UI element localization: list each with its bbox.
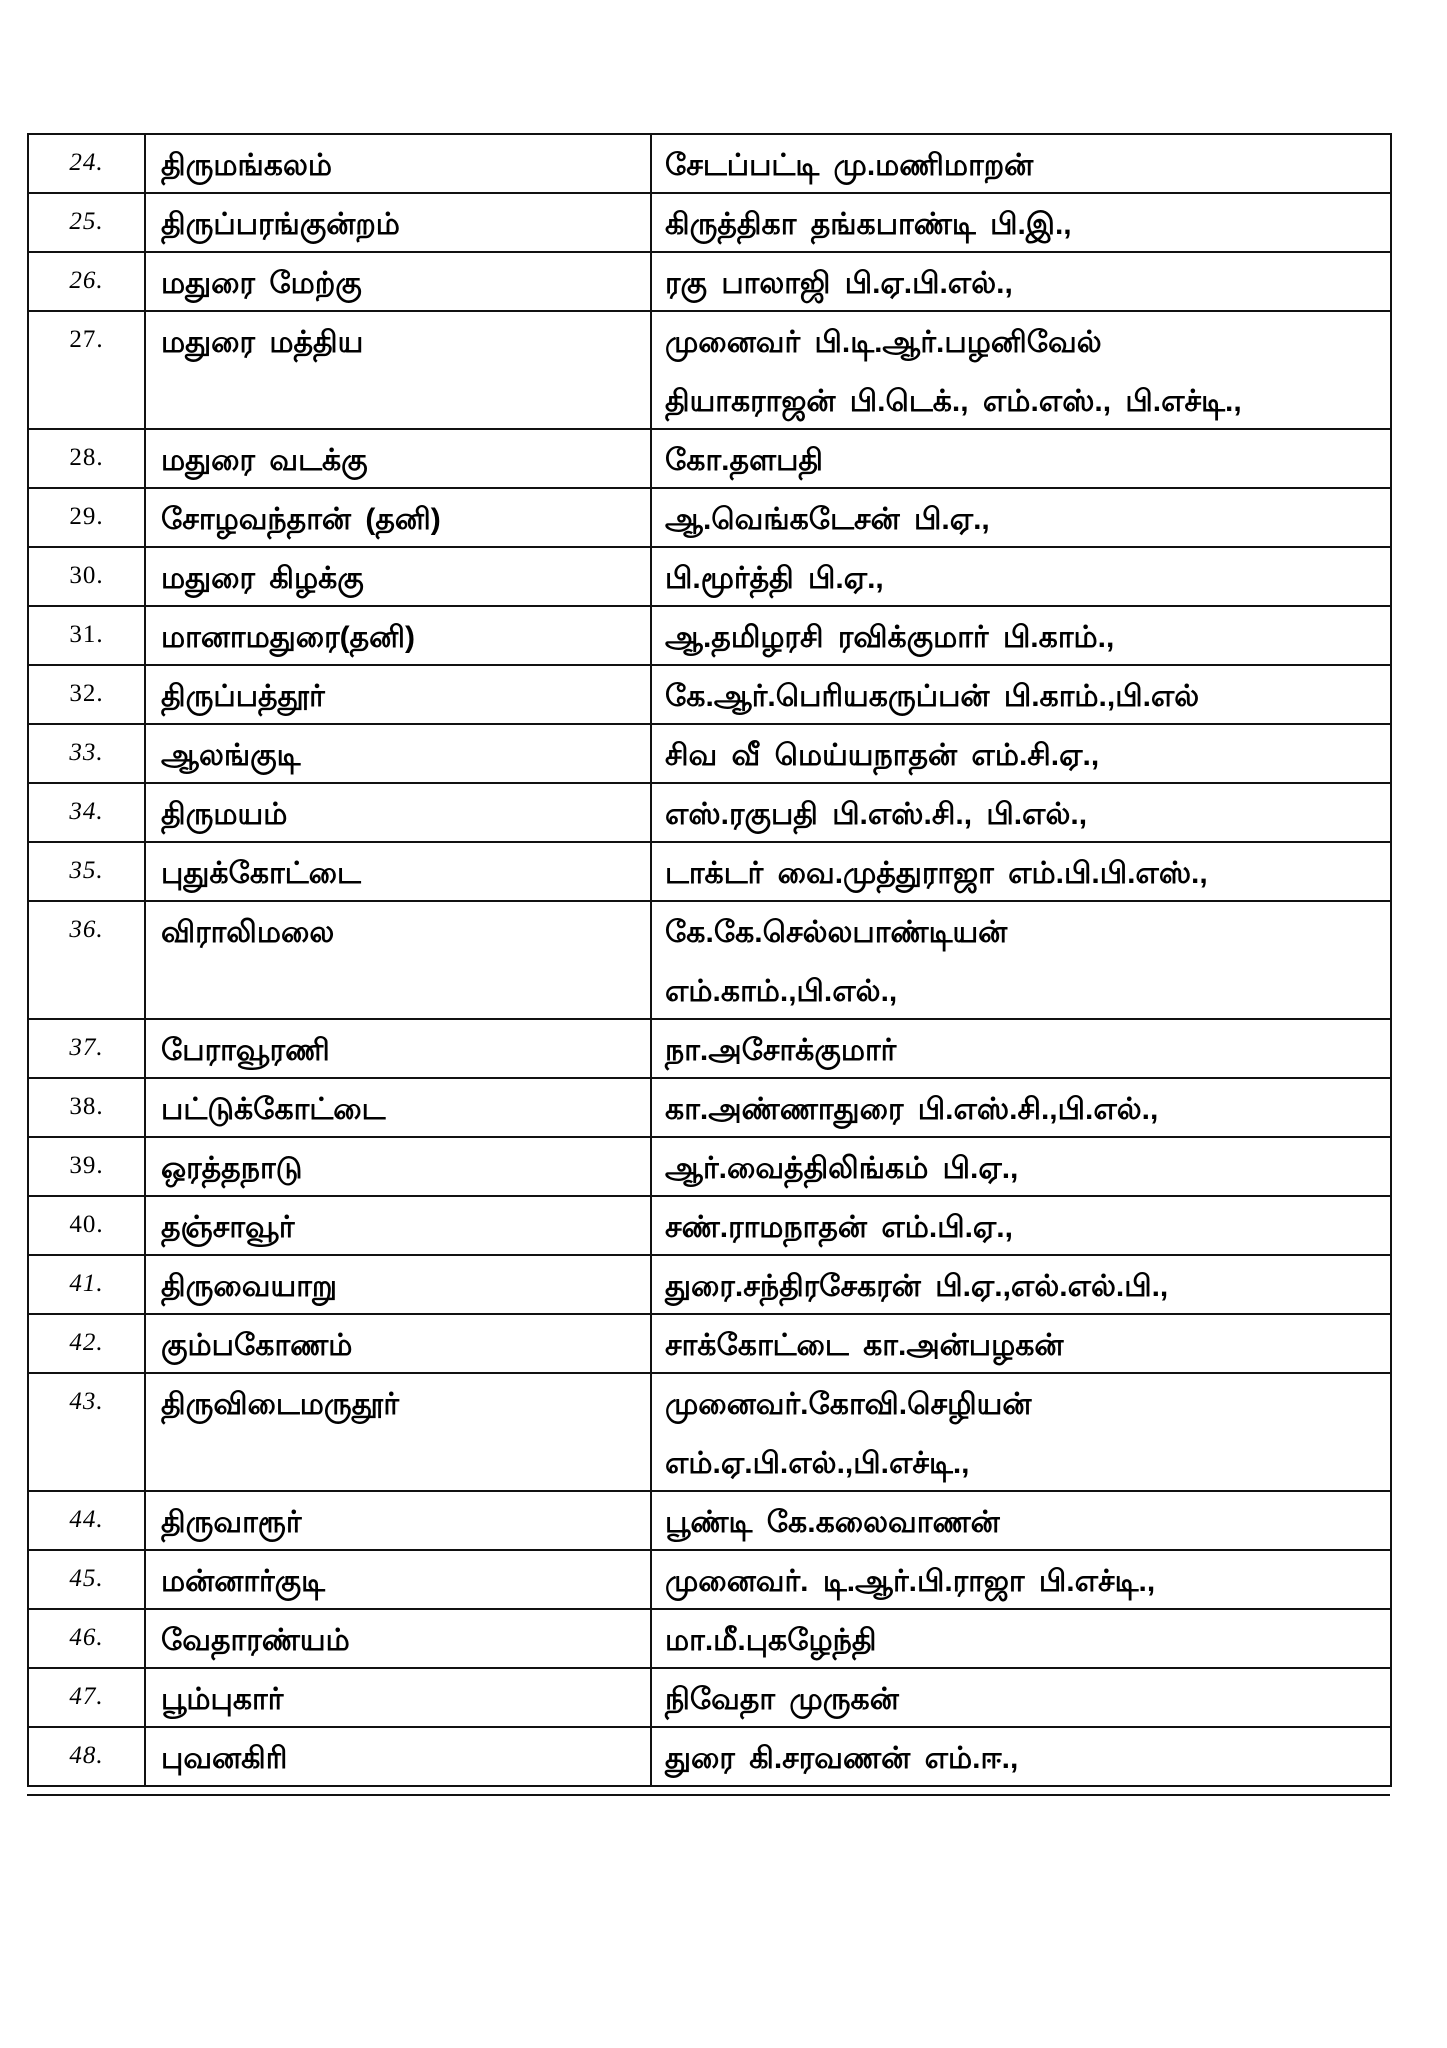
candidate-cell (651, 429, 1391, 488)
candidate-name-line-1: ஆ.வெங்கடேசன் பி.ஏ., (665, 503, 990, 536)
serial-number-cell (28, 1314, 145, 1373)
table-row (28, 1137, 1391, 1196)
constituency-name: புதுக்கோட்டை (161, 857, 361, 890)
constituency-name: விராலிமலை (161, 916, 335, 949)
constituency-name: திருப்பத்தூர் (161, 680, 325, 713)
constituency-name: மதுரை வடக்கு (161, 444, 368, 477)
candidate-cell (651, 901, 1391, 1019)
candidate-name-line-1: கிருத்திகா தங்கபாண்டி பி.இ., (665, 208, 1072, 241)
candidate-name-line-1: முனைவர் பி.டி.ஆர்.பழனிவேல் (665, 326, 1102, 359)
candidate-name-line-1: கே.கே.செல்லபாண்டியன் (665, 916, 1008, 949)
serial-number-cell (28, 1137, 145, 1196)
serial-number: 33. (69, 739, 104, 766)
serial-number-cell (28, 1019, 145, 1078)
serial-number: 36. (69, 916, 104, 943)
constituency-name: பேராவூரணி (161, 1034, 330, 1067)
serial-number-cell (28, 488, 145, 547)
table-row (28, 842, 1391, 901)
serial-number: 48. (69, 1742, 104, 1769)
table-row (28, 1314, 1391, 1373)
candidate-cell (651, 606, 1391, 665)
serial-number-cell (28, 901, 145, 1019)
serial-number-cell (28, 429, 145, 488)
serial-number-cell (28, 724, 145, 783)
constituency-candidate-table (27, 133, 1392, 1787)
table-row (28, 1609, 1391, 1668)
constituency-name: பூம்புகார் (161, 1683, 284, 1716)
serial-number: 34. (69, 798, 104, 825)
constituency-name: மதுரை கிழக்கு (161, 562, 364, 595)
serial-number-cell (28, 1196, 145, 1255)
constituency-name: சோழவந்தான் (தனி) (161, 503, 441, 536)
serial-number: 29. (69, 503, 104, 530)
table-row (28, 1019, 1391, 1078)
constituency-name: திருப்பரங்குன்றம் (161, 208, 400, 241)
table-row (28, 783, 1391, 842)
candidate-name-line-1: நா.அசோக்குமார் (665, 1034, 897, 1067)
table-row (28, 429, 1391, 488)
candidate-name-line-1: கா.அண்ணாதுரை பி.எஸ்.சி.,பி.எல்., (665, 1093, 1159, 1126)
candidate-name-line-1: கே.ஆர்.பெரியகருப்பன் பி.காம்.,பி.எல் (665, 680, 1200, 713)
constituency-cell (145, 1019, 651, 1078)
candidate-name-line-2: எம்.ஏ.பி.எல்.,பி.எச்டி., (665, 1447, 970, 1480)
serial-number: 38. (69, 1093, 104, 1120)
table-row (28, 1255, 1391, 1314)
constituency-cell (145, 429, 651, 488)
serial-number: 41. (69, 1270, 104, 1297)
constituency-cell (145, 1550, 651, 1609)
serial-number-cell (28, 1373, 145, 1491)
candidate-name-line-1: துரை.சந்திரசேகரன் பி.ஏ.,எல்.எல்.பி., (665, 1270, 1169, 1303)
table-row (28, 901, 1391, 1019)
table-row (28, 134, 1391, 193)
constituency-cell (145, 1373, 651, 1491)
candidate-cell (651, 1196, 1391, 1255)
table-row (28, 724, 1391, 783)
candidate-name-line-1: சிவ வீ மெய்யநாதன் எம்.சி.ஏ., (665, 739, 1100, 772)
constituency-cell (145, 1609, 651, 1668)
constituency-name: ஒரத்தநாடு (161, 1152, 303, 1185)
serial-number: 30. (69, 562, 104, 589)
constituency-cell (145, 1078, 651, 1137)
candidate-cell (651, 1314, 1391, 1373)
constituency-cell (145, 901, 651, 1019)
constituency-name: புவனகிரி (161, 1742, 288, 1775)
serial-number: 47. (69, 1683, 104, 1710)
serial-number-cell (28, 1550, 145, 1609)
candidate-cell (651, 1668, 1391, 1727)
constituency-cell (145, 252, 651, 311)
candidate-cell (651, 1550, 1391, 1609)
candidate-name-line-1: முனைவர். டி.ஆர்.பி.ராஜா பி.எச்டி., (665, 1565, 1156, 1598)
constituency-name: மதுரை மேற்கு (161, 267, 362, 300)
table-row (28, 547, 1391, 606)
serial-number-cell (28, 665, 145, 724)
serial-number-cell (28, 252, 145, 311)
constituency-cell (145, 1255, 651, 1314)
serial-number-cell (28, 1668, 145, 1727)
constituency-name: திருமங்கலம் (161, 149, 333, 182)
table-row (28, 252, 1391, 311)
candidate-cell (651, 783, 1391, 842)
candidate-cell (651, 1491, 1391, 1550)
constituency-name: ஆலங்குடி (161, 739, 301, 772)
serial-number: 28. (69, 444, 104, 471)
candidate-name-line-1: ஆர்.வைத்திலிங்கம் பி.ஏ., (665, 1152, 1019, 1185)
serial-number: 35. (69, 857, 104, 884)
candidate-cell (651, 488, 1391, 547)
candidate-cell (651, 134, 1391, 193)
constituency-name: திருவையாறு (161, 1270, 337, 1303)
constituency-cell (145, 1196, 651, 1255)
candidate-cell (651, 1727, 1391, 1786)
candidate-name-line-1: பி.மூர்த்தி பி.ஏ., (665, 562, 884, 595)
table-row (28, 665, 1391, 724)
serial-number-cell (28, 1491, 145, 1550)
candidate-name-line-1: டாக்டர் வை.முத்துராஜா எம்.பி.பி.எஸ்., (665, 857, 1208, 890)
candidate-cell (651, 193, 1391, 252)
candidate-cell (651, 311, 1391, 429)
serial-number: 37. (69, 1034, 104, 1061)
serial-number: 26. (69, 267, 104, 294)
table-row (28, 1196, 1391, 1255)
candidate-cell (651, 1255, 1391, 1314)
table-row (28, 1491, 1391, 1550)
serial-number-cell (28, 134, 145, 193)
candidate-name-line-1: பூண்டி கே.கலைவாணன் (665, 1506, 1000, 1539)
constituency-cell (145, 665, 651, 724)
serial-number: 27. (69, 326, 104, 353)
table-row (28, 488, 1391, 547)
constituency-name: மன்னார்குடி (161, 1565, 326, 1598)
candidate-cell (651, 1373, 1391, 1491)
table-row (28, 1550, 1391, 1609)
constituency-cell (145, 311, 651, 429)
candidate-cell (651, 547, 1391, 606)
serial-number-cell (28, 1255, 145, 1314)
candidate-name-line-1: எஸ்.ரகுபதி பி.எஸ்.சி., பி.எல்., (665, 798, 1088, 831)
constituency-name: திருவாரூர் (161, 1506, 302, 1539)
serial-number: 40. (69, 1211, 104, 1238)
serial-number: 42. (69, 1329, 104, 1356)
table-row (28, 1078, 1391, 1137)
candidate-cell (651, 724, 1391, 783)
constituency-cell (145, 1727, 651, 1786)
constituency-cell (145, 606, 651, 665)
constituency-cell (145, 783, 651, 842)
constituency-cell (145, 547, 651, 606)
table-row (28, 1373, 1391, 1491)
constituency-cell (145, 1668, 651, 1727)
serial-number-cell (28, 606, 145, 665)
table-row (28, 1668, 1391, 1727)
candidate-name-line-1: துரை கி.சரவணன் எம்.ஈ., (665, 1742, 1019, 1775)
constituency-cell (145, 724, 651, 783)
candidate-name-line-1: நிவேதா முருகன் (665, 1683, 899, 1716)
candidate-cell (651, 842, 1391, 901)
candidate-name-line-1: சாக்கோட்டை கா.அன்பழகன் (665, 1329, 1064, 1362)
candidate-name-line-1: முனைவர்.கோவி.செழியன் (665, 1388, 1032, 1421)
candidate-cell (651, 1137, 1391, 1196)
constituency-cell (145, 134, 651, 193)
candidate-name-line-2: எம்.காம்.,பி.எல்., (665, 975, 898, 1008)
serial-number-cell (28, 783, 145, 842)
table-row (28, 606, 1391, 665)
serial-number-cell (28, 842, 145, 901)
serial-number: 32. (69, 680, 104, 707)
table-body (28, 134, 1391, 1786)
candidate-name-line-1: சண்.ராமநாதன் எம்.பி.ஏ., (665, 1211, 1013, 1244)
constituency-name: பட்டுக்கோட்டை (161, 1093, 386, 1126)
candidate-name-line-1: சேடப்பட்டி மு.மணிமாறன் (665, 149, 1034, 182)
candidate-name-line-2: தியாகராஜன் பி.டெக்., எம்.எஸ்., பி.எச்டி., (665, 385, 1242, 418)
candidate-cell (651, 1019, 1391, 1078)
table-bottom-rule (27, 1794, 1390, 1796)
constituency-cell (145, 1314, 651, 1373)
constituency-name: தஞ்சாவூர் (161, 1211, 295, 1244)
constituency-name: வேதாரண்யம் (161, 1624, 350, 1657)
constituency-name: திருவிடைமருதூர் (161, 1388, 400, 1421)
serial-number: 44. (69, 1506, 104, 1533)
constituency-cell (145, 842, 651, 901)
candidate-name-line-1: கோ.தளபதி (665, 444, 824, 477)
constituency-cell (145, 1491, 651, 1550)
serial-number-cell (28, 311, 145, 429)
serial-number: 31. (69, 621, 104, 648)
serial-number-cell (28, 193, 145, 252)
constituency-cell (145, 488, 651, 547)
constituency-name: மானாமதுரை(தனி) (161, 621, 416, 654)
candidate-name-line-1: மா.மீ.புகழேந்தி (665, 1624, 877, 1657)
serial-number-cell (28, 1609, 145, 1668)
serial-number: 39. (69, 1152, 104, 1179)
serial-number: 25. (69, 208, 104, 235)
constituency-name: கும்பகோணம் (161, 1329, 353, 1362)
table-row (28, 1727, 1391, 1786)
constituency-name: மதுரை மத்திய (161, 326, 364, 359)
serial-number: 46. (69, 1624, 104, 1651)
constituency-name: திருமயம் (161, 798, 288, 831)
constituency-cell (145, 193, 651, 252)
serial-number-cell (28, 1727, 145, 1786)
candidate-cell (651, 1078, 1391, 1137)
candidate-name-line-1: ரகு பாலாஜி பி.ஏ.பி.எல்., (665, 267, 1013, 300)
candidate-cell (651, 252, 1391, 311)
serial-number-cell (28, 547, 145, 606)
serial-number: 24. (69, 149, 104, 176)
serial-number-cell (28, 1078, 145, 1137)
table-row (28, 193, 1391, 252)
serial-number: 45. (69, 1565, 104, 1592)
candidate-cell (651, 665, 1391, 724)
table-row (28, 311, 1391, 429)
candidate-cell (651, 1609, 1391, 1668)
constituency-cell (145, 1137, 651, 1196)
serial-number: 43. (69, 1388, 104, 1415)
candidate-name-line-1: ஆ.தமிழரசி ரவிக்குமார் பி.காம்., (665, 621, 1115, 654)
